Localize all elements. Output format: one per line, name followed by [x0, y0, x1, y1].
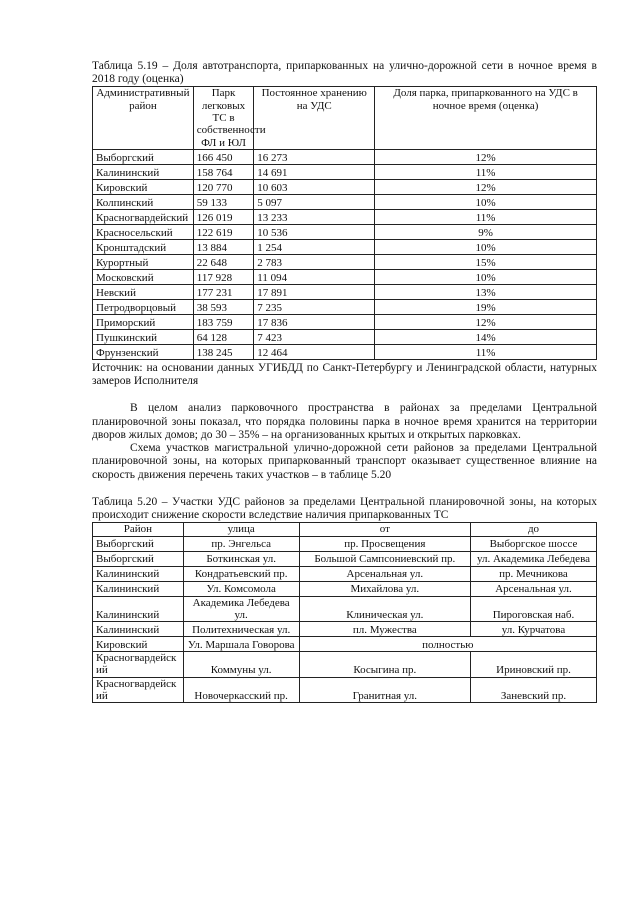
share-cell: 11% — [375, 210, 597, 225]
share-cell: 11% — [375, 165, 597, 180]
table-row — [93, 551, 597, 566]
district-cell: Выборгский — [93, 551, 184, 566]
district-cell: Красносельский — [93, 225, 194, 240]
table-row — [93, 536, 597, 551]
table1-header-district: Административный район — [93, 87, 194, 150]
storage-cell: 11 094 — [254, 270, 375, 285]
street-cell: Ул. Маршала Говорова — [183, 637, 299, 652]
table-row — [93, 652, 597, 678]
fleet-cell: 158 764 — [193, 165, 253, 180]
table-row — [93, 240, 597, 255]
body-paragraph: Схема участков магистральной улично-дорожной сети районов за пределами Центральной планировочной зоны, на которых припаркованный транспорт оказывает существенное влияние на скорость движения перечень таких участков – в таблице 5.20 — [92, 442, 597, 481]
to-cell: Выборгское шоссе — [470, 536, 596, 551]
parking-share-table — [92, 86, 597, 360]
from-cell: Арсенальная ул. — [299, 566, 470, 581]
share-cell: 13% — [375, 285, 597, 300]
storage-cell: 10 536 — [254, 225, 375, 240]
from-cell: Михайлова ул. — [299, 581, 470, 596]
from-cell: пл. Мужества — [299, 622, 470, 637]
share-cell: 10% — [375, 195, 597, 210]
street-cell: Академика Лебедева ул. — [183, 596, 299, 622]
table2-caption: Таблица 5.20 – Участки УДС районов за пределами Центральной планировочной зоны, на которых происходит снижение скорости вследствие наличия припаркованных ТС — [92, 495, 597, 521]
district-cell: Красногвардейский — [93, 677, 184, 703]
district-cell: Приморский — [93, 315, 194, 330]
district-cell: Кировский — [93, 637, 184, 652]
from-cell: Косыгина пр. — [299, 652, 470, 678]
fleet-cell: 117 928 — [193, 270, 253, 285]
table1-header-storage: Постоянное хранению на УДС — [254, 87, 375, 150]
district-cell: Пушкинский — [93, 330, 194, 345]
district-cell: Кронштадский — [93, 240, 194, 255]
fleet-cell: 64 128 — [193, 330, 253, 345]
street-cell: Новочеркасский пр. — [183, 677, 299, 703]
body-paragraph: В целом анализ парковочного пространства в районах за пределами Центральной планировочной зоны показал, что порядка половины парка в ночное время хранится на территории дворов жилых домов; до 30 – 35% – на организованных крытых и открытых парковках. — [92, 402, 597, 441]
share-cell: 12% — [375, 315, 597, 330]
table-row — [93, 581, 597, 596]
district-cell: Петродворцовый — [93, 300, 194, 315]
table-row — [93, 165, 597, 180]
to-cell: пр. Мечникова — [470, 566, 596, 581]
share-cell: 12% — [375, 180, 597, 195]
district-cell: Калининский — [93, 581, 184, 596]
table1-source-note: Источник: на основании данных УГИБДД по Санкт-Петербургу и Ленинградской области, натурных замеров Исполнителя — [92, 362, 597, 388]
to-cell: Арсенальная ул. — [470, 581, 596, 596]
fleet-cell: 177 231 — [193, 285, 253, 300]
to-cell: Пироговская наб. — [470, 596, 596, 622]
fleet-cell: 138 245 — [193, 345, 253, 360]
share-cell: 10% — [375, 270, 597, 285]
district-cell: Калининский — [93, 566, 184, 581]
fleet-cell: 13 884 — [193, 240, 253, 255]
district-cell: Калининский — [93, 165, 194, 180]
storage-cell: 16 273 — [254, 150, 375, 165]
district-cell: Выборгский — [93, 150, 194, 165]
share-cell: 9% — [375, 225, 597, 240]
fleet-cell: 183 759 — [193, 315, 253, 330]
street-cell: Кондратьевский пр. — [183, 566, 299, 581]
table-row — [93, 195, 597, 210]
storage-cell: 17 891 — [254, 285, 375, 300]
document-page — [92, 60, 597, 703]
storage-cell: 13 233 — [254, 210, 375, 225]
table-row — [93, 255, 597, 270]
storage-cell: 2 783 — [254, 255, 375, 270]
table2-header-district: Район — [93, 523, 184, 536]
table-row — [93, 150, 597, 165]
street-cell: пр. Энгельса — [183, 536, 299, 551]
storage-cell: 17 836 — [254, 315, 375, 330]
district-cell: Фрунзенский — [93, 345, 194, 360]
table-row — [93, 622, 597, 637]
share-cell: 10% — [375, 240, 597, 255]
street-cell: Коммуны ул. — [183, 652, 299, 678]
fleet-cell: 122 619 — [193, 225, 253, 240]
from-cell: Клиническая ул. — [299, 596, 470, 622]
district-cell: Невский — [93, 285, 194, 300]
street-cell: Политехническая ул. — [183, 622, 299, 637]
district-cell: Калининский — [93, 622, 184, 637]
to-cell: Ириновский пр. — [470, 652, 596, 678]
table-row — [93, 210, 597, 225]
table1-header-share: Доля парка, припаркованного на УДС в ночное время (оценка) — [375, 87, 597, 150]
storage-cell: 1 254 — [254, 240, 375, 255]
table-row — [93, 270, 597, 285]
table-row — [93, 285, 597, 300]
table1-header-fleet: Парк легковых ТС в собственности ФЛ и ЮЛ — [193, 87, 253, 150]
table-row — [93, 566, 597, 581]
district-cell: Красногвардейский — [93, 210, 194, 225]
street-cell: Боткинская ул. — [183, 551, 299, 566]
district-cell: Московский — [93, 270, 194, 285]
table-row — [93, 225, 597, 240]
district-cell: Калининский — [93, 596, 184, 622]
table2-header-street: улица — [183, 523, 299, 536]
table1-caption: Таблица 5.19 – Доля автотранспорта, припаркованных на улично-дорожной сети в ночное время в 2018 году (оценка) — [92, 60, 597, 86]
table-row — [93, 637, 597, 652]
street-cell: Ул. Комсомола — [183, 581, 299, 596]
fleet-cell: 38 593 — [193, 300, 253, 315]
share-cell: 15% — [375, 255, 597, 270]
storage-cell: 7 423 — [254, 330, 375, 345]
district-cell: Колпинский — [93, 195, 194, 210]
table1-header-row — [93, 87, 597, 150]
to-cell: Заневский пр. — [470, 677, 596, 703]
district-cell: Красногвардейский — [93, 652, 184, 678]
fleet-cell: 120 770 — [193, 180, 253, 195]
fleet-cell: 166 450 — [193, 150, 253, 165]
table-row — [93, 677, 597, 703]
from-cell: Гранитная ул. — [299, 677, 470, 703]
storage-cell: 10 603 — [254, 180, 375, 195]
district-cell: Курортный — [93, 255, 194, 270]
share-cell: 14% — [375, 330, 597, 345]
to-cell: ул. Академика Лебедева — [470, 551, 596, 566]
district-cell: Кировский — [93, 180, 194, 195]
share-cell: 12% — [375, 150, 597, 165]
fleet-cell: 59 133 — [193, 195, 253, 210]
table-row — [93, 596, 597, 622]
table2-header-to: до — [470, 523, 596, 536]
table2-header-from: от — [299, 523, 470, 536]
table-row — [93, 330, 597, 345]
table-row — [93, 345, 597, 360]
table2-header-row — [93, 523, 597, 536]
storage-cell: 14 691 — [254, 165, 375, 180]
share-cell: 11% — [375, 345, 597, 360]
full-length-cell: полностью — [299, 637, 596, 652]
storage-cell: 7 235 — [254, 300, 375, 315]
street-segments-table — [92, 522, 597, 703]
table-row — [93, 315, 597, 330]
district-cell: Выборгский — [93, 536, 184, 551]
to-cell: ул. Курчатова — [470, 622, 596, 637]
from-cell: пр. Просвещения — [299, 536, 470, 551]
from-cell: Большой Сампсониевский пр. — [299, 551, 470, 566]
table-row — [93, 180, 597, 195]
share-cell: 19% — [375, 300, 597, 315]
storage-cell: 12 464 — [254, 345, 375, 360]
fleet-cell: 126 019 — [193, 210, 253, 225]
fleet-cell: 22 648 — [193, 255, 253, 270]
table-row — [93, 300, 597, 315]
storage-cell: 5 097 — [254, 195, 375, 210]
